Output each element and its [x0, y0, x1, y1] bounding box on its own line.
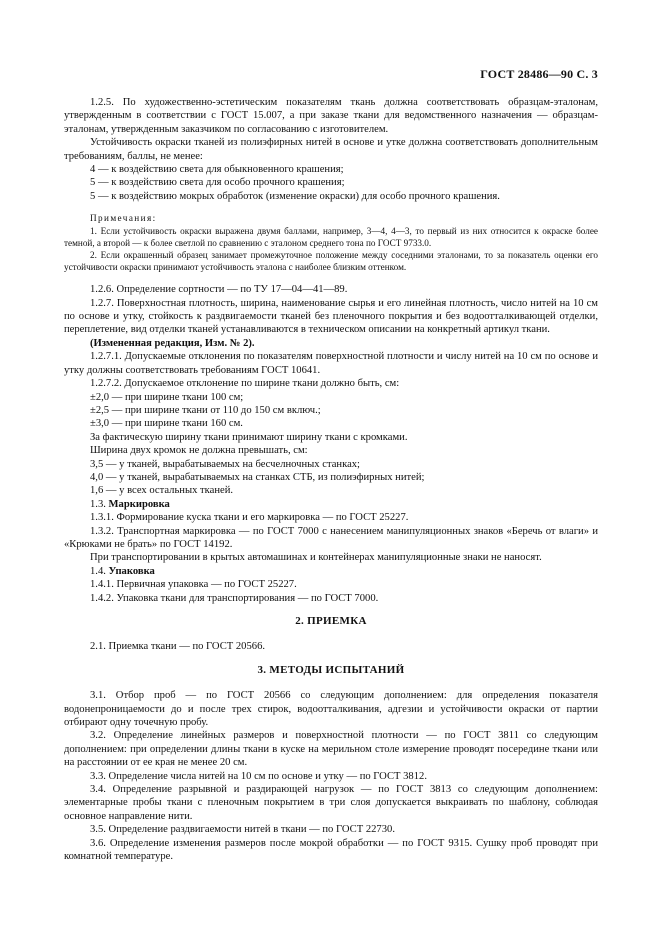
paragraph: 1.4.1. Первичная упаковка — по ГОСТ 25227.	[90, 579, 297, 591]
section-title-acceptance: 2. ПРИЕМКА	[295, 615, 367, 627]
paragraph: 1.2.7.1. Допускаемые отклонения по показателям поверхностной плотности и числу нитей на 10 см по основе и утку должны соответствовать требованиям ГОСТ 10641.	[64, 351, 598, 376]
paragraph: 4,0 — у тканей, вырабатываемых на станках СТБ, из полиэфирных нитей;	[90, 471, 425, 483]
paragraph: 5 — к воздействию мокрых обработок (изменение окраски) для особо прочного крашения.	[90, 190, 500, 202]
paragraph: ±2,5 — при ширине ткани от 110 до 150 см включ.;	[90, 404, 321, 416]
paragraph: ±3,0 — при ширине ткани 160 см.	[90, 418, 243, 430]
paragraph: 1,6 — у всех остальных тканей.	[90, 485, 234, 497]
subsection-title: Упаковка	[108, 565, 155, 577]
note-item: 2. Если окрашенный образец занимает промежуточное положение между соседними эталонами, то за показатель оценки его устойчивости окраски принимают устойчивость эталона с наиболее близким оттенком.	[64, 250, 598, 273]
paragraph: 1.2.7. Поверхностная плотность, ширина, наименование сырья и его линейная плотность, число нитей на 10 см по основе и утку, стойкость к раздвигаемости тканей без пленочного покрытия и без водоотталкивающей отделки, переплетение, вид отделки тканей устанавливаются в техническом описании на конкретный артикул ткани.	[64, 297, 598, 336]
paragraph: За фактическую ширину ткани принимают ширину ткани с кромками.	[90, 431, 408, 443]
paragraph: 3.6. Определение изменения размеров после мокрой обработки — по ГОСТ 9315. Сушку проб проводят при комнатной температуре.	[64, 837, 598, 863]
paragraph: При транспортировании в крытых автомашинах и контейнерах манипуляционные знаки не наносят.	[90, 552, 542, 564]
paragraph: Устойчивость окраски тканей из полиэфирных нитей в основе и утке должна соответствовать дополнительным требованиям, баллы, не менее:	[64, 137, 598, 162]
paragraph: 1.4.2. Упаковка ткани для транспортирования — по ГОСТ 7000.	[90, 592, 379, 604]
paragraph: 1.3.2. Транспортная маркировка — по ГОСТ 7000 с нанесением манипуляционных знаков «Беречь от влаги» и «Крюками не брать» по ГОСТ 14192.	[64, 525, 598, 550]
paragraph: 3.2. Определение линейных размеров и поверхностной плотности — по ГОСТ 3811 со следующим дополнением: при определении длины ткани в куске на мерильном столе измерение проводят посередине ткани или на расстоянии от ее края не менее 20 см.	[64, 730, 598, 769]
paragraph: 1.2.6. Определение сортности — по ТУ 17—04—41—89.	[90, 284, 348, 296]
paragraph: ±2,0 — при ширине ткани 100 см;	[90, 391, 244, 403]
note-item: 1. Если устойчивость окраски выражена двумя баллами, например, 3—4, 4—3, то первый из них относится к окраске более темной, а второй — к более светлой по сравнению с эталоном среднего тона по ГОСТ 9733.0.	[64, 226, 598, 249]
paragraph: 1.3.1. Формирование куска ткани и его маркировка — по ГОСТ 25227.	[90, 512, 409, 524]
paragraph: 3.4. Определение разрывной и раздирающей нагрузок — по ГОСТ 3813 со следующим дополнением: элементарные пробы ткани с пленочным покрытием в три слоя допускается выкраивать по шаблону, соблюдая основное направление нити.	[64, 784, 598, 822]
paragraph: 3.1. Отбор проб — по ГОСТ 20566 со следующим дополнением: для определения показателя водонепроницаемости до и после трех стирок, водоотталкивания, адгезии и устойчивости окраски от партии отбирают одну точечную пробу.	[64, 690, 598, 729]
subsection-number: 1.3.	[90, 498, 106, 510]
notes	[64, 212, 598, 273]
paragraph: Ширина двух кромок не должна превышать, см:	[90, 445, 308, 457]
section-title-test-methods: 3. МЕТОДЫ ИСПЫТАНИЙ	[257, 663, 405, 676]
page-header: ГОСТ 28486—90 С. 3	[480, 67, 598, 81]
paragraph: 3.3. Определение числа нитей на 10 см по основе и утку — по ГОСТ 3812.	[90, 770, 427, 782]
subsection-number: 1.4.	[90, 565, 106, 577]
subsection-heading	[64, 565, 598, 578]
paragraph: 3.5. Определение раздвигаемости нитей в ткани — по ГОСТ 22730.	[90, 824, 395, 836]
paragraph: 1.2.5. По художественно-эстетическим показателям ткань должна соответствовать образцам-эталонам, утвержденным в соответствии с ГОСТ 15.007, а при заказе ткани для ведомственного назначения — образцам-эталонам, утвержденным заказчиком по согласованию с изготовителем.	[64, 97, 598, 135]
spacer	[64, 273, 598, 283]
document-body	[64, 96, 598, 864]
paragraph: 3,5 — у тканей, вырабатываемых на бесчелночных станках;	[90, 458, 361, 470]
paragraph: 2.1. Приемка ткани — по ГОСТ 20566.	[90, 641, 266, 653]
paragraph: 5 — к воздействию света для особо прочного крашения;	[90, 177, 345, 189]
subsection-title: Маркировка	[108, 498, 170, 510]
paragraph: 4 — к воздействию света для обыкновенного крашения;	[90, 164, 344, 176]
amendment-note: (Измененная редакция, Изм. № 2).	[90, 337, 255, 349]
paragraph: 1.2.7.2. Допускаемое отклонение по ширине ткани должно быть, см:	[90, 378, 400, 390]
subsection-heading	[64, 498, 598, 511]
notes-heading: Примечания:	[90, 213, 157, 224]
